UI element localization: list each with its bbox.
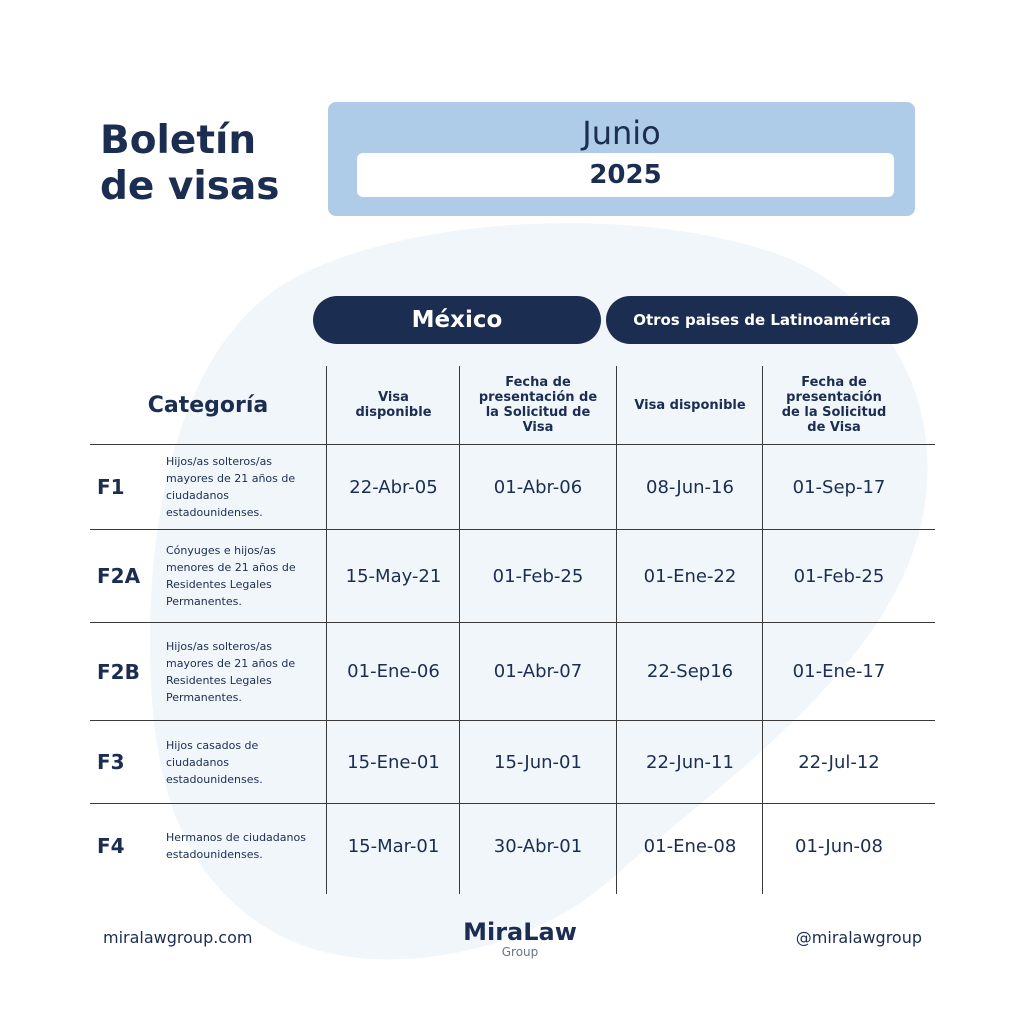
category-header: Categoría [147,392,269,418]
website-link[interactable]: miralawgroup.com [103,928,253,947]
title-line-2: de visas [100,164,280,209]
social-handle[interactable]: @miralawgroup [795,928,922,947]
column-header-mx-visa: Visa disponible [355,390,432,420]
category-code: F1 [97,475,125,499]
category-code: F4 [97,834,125,858]
region-others-header: Otros paises de Latinoamérica [606,296,918,344]
category-description: Hijos casados de ciudadanos estadounidenses. [166,738,263,786]
mx-visa-date: 15-Mar-01 [347,835,440,857]
column-header-mx-filing: Fecha de presentación de la Solicitud de Visa [478,375,598,435]
lat-filing-date: 01-Feb-25 [793,565,885,587]
lat-filing-date: 22-Jul-12 [798,751,880,773]
brand-logo [440,918,600,958]
table-row-f2a [90,530,935,622]
period-year: 2025 [357,153,894,197]
mx-filing-date: 01-Abr-06 [493,476,583,498]
mx-visa-date: 22-Abr-05 [349,476,438,498]
mx-filing-date: 30-Abr-01 [493,835,583,857]
lat-visa-date: 01-Ene-08 [643,835,737,857]
table-row-f3 [90,721,935,803]
mx-filing-date: 01-Feb-25 [492,565,584,587]
title-line-1: Boletín [100,118,257,163]
table-row-f2b [90,623,935,720]
category-code: F3 [97,750,125,774]
lat-filing-date: 01-Sep-17 [792,476,886,498]
period-month: Junio [582,114,661,152]
period-card [328,102,915,216]
lat-visa-date: 01-Ene-22 [643,565,737,587]
region-mexico-header: México [313,296,601,344]
mx-filing-date: 01-Abr-07 [493,661,583,682]
mx-visa-date: 15-May-21 [345,565,442,587]
category-description: Hijos/as solteros/as mayores de 21 años de Residentes Legales Permanentes. [166,639,296,704]
table-row-f4 [90,804,935,888]
logo-wordmark: MiraLaw [463,918,577,946]
category-description: Hijos/as solteros/as mayores de 21 años de ciudadanos estadounidenses. [166,455,296,519]
lat-visa-date: 22-Jun-11 [646,751,734,773]
column-header-lat-visa: Visa disponible [634,397,746,413]
logo-subtitle: Group [501,945,539,959]
lat-filing-date: 01-Ene-17 [792,661,886,682]
lat-visa-date: 08-Jun-16 [646,476,734,498]
category-description: Cónyuges e hijos/as menores de 21 años de Residentes Legales Permanentes. [166,544,296,608]
category-code: F2A [97,564,141,588]
mx-visa-date: 01-Ene-06 [347,661,440,682]
column-header-lat-filing: Fecha de presentación de la Solicitud de Visa [781,375,887,435]
table-row-f1 [90,445,935,529]
lat-filing-date: 01-Jun-08 [795,835,883,857]
lat-visa-date: 22-Sep16 [646,661,734,682]
category-code: F2B [97,659,140,684]
page-title [100,118,279,210]
mx-visa-date: 15-Ene-01 [347,751,440,773]
mx-filing-date: 15-Jun-01 [494,751,582,773]
category-description: Hermanos de ciudadanos estadounidenses. [166,831,306,861]
